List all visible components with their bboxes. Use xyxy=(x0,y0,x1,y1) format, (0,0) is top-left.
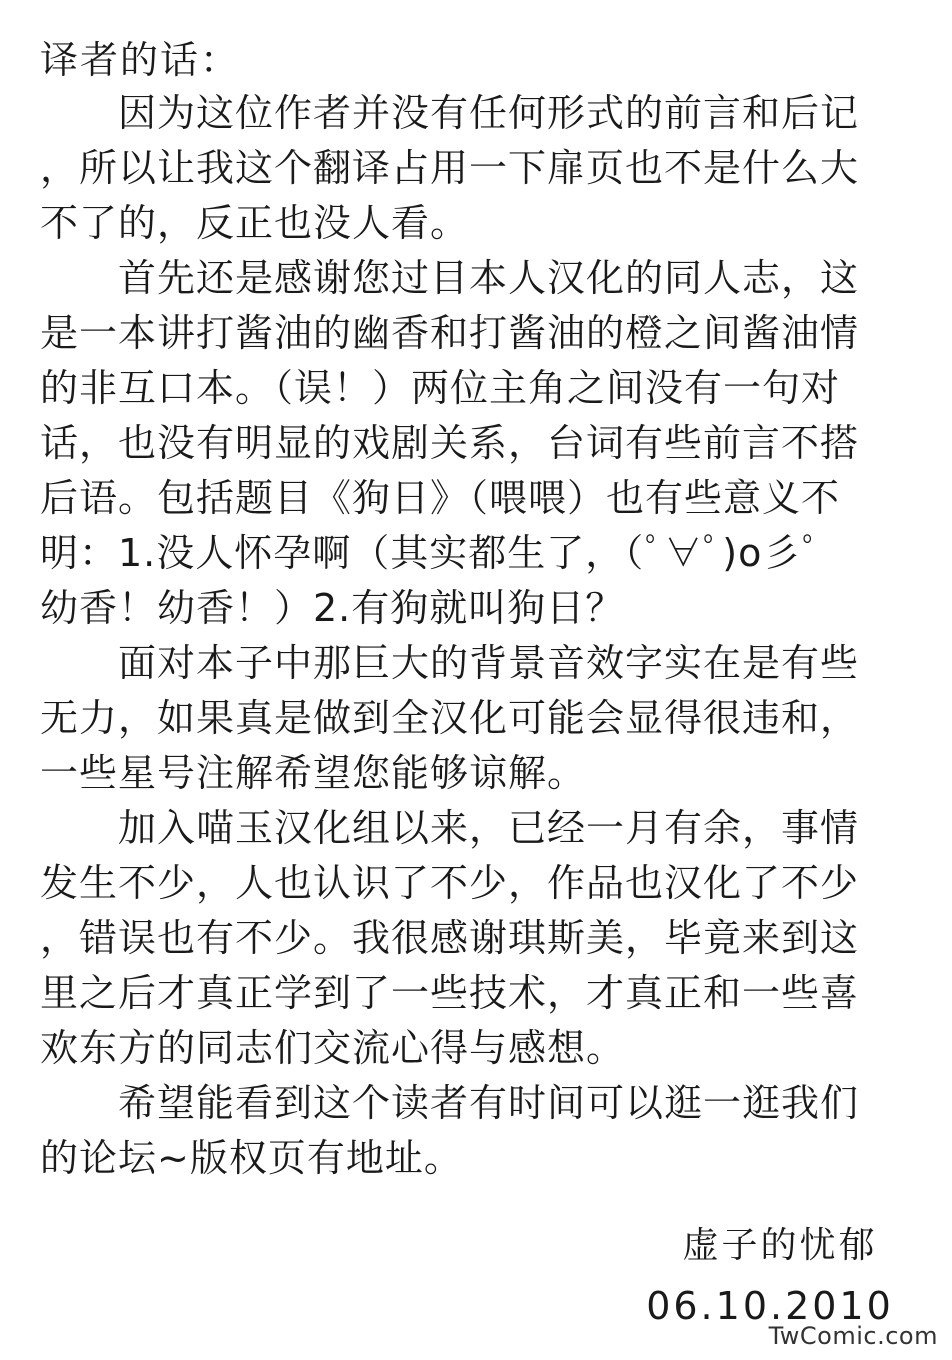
note-title: 译者的话： xyxy=(40,38,241,82)
note-line: 发生不少，人也认识了不少，作品也汉化了不少 xyxy=(40,861,860,905)
note-line: 面对本子中那巨大的背景音效字实在是有些 xyxy=(40,641,860,685)
note-line: 因为这位作者并没有任何形式的前言和后记 xyxy=(40,91,860,135)
translator-name: 虚子的忧郁 xyxy=(682,1225,878,1266)
note-line: 里之后才真正学到了一些技术，才真正和一些喜 xyxy=(40,971,860,1015)
note-line: 希望能看到这个读者有时间可以逛一逛我们 xyxy=(40,1081,860,1125)
note-line: 后语。包括题目《狗日》（喂喂）也有些意义不 xyxy=(40,476,841,520)
note-body xyxy=(40,86,920,1186)
note-line: 是一本讲打酱油的幽香和打酱油的橙之间酱油情 xyxy=(40,311,860,355)
site-watermark: TwComic.com xyxy=(768,1322,938,1350)
note-line: 明：1.没人怀孕啊（其实都生了，（ﾟ∀ﾟ)o彡ﾟ xyxy=(40,531,822,575)
signature-date: 06.10.2010 xyxy=(646,1284,894,1328)
note-line: 的非互口本。（误！）两位主角之间没有一句对 xyxy=(40,366,841,410)
note-line: 欢东方的同志们交流心得与感想。 xyxy=(40,1026,626,1070)
note-line: ，错误也有不少。我很感谢琪斯美，毕竟来到这 xyxy=(40,916,860,960)
note-line: 的论坛~版权页有地址。 xyxy=(40,1136,463,1180)
note-line: 一些星号注解希望您能够谅解。 xyxy=(40,751,587,795)
note-line: 无力，如果真是做到全汉化可能会显得很违和， xyxy=(40,696,860,740)
note-line: 幼香！幼香！）2.有狗就叫狗日？ xyxy=(40,586,625,630)
note-line: 话，也没有明显的戏剧关系，台词有些前言不搭 xyxy=(40,421,860,465)
note-line: ，所以让我这个翻译占用一下扉页也不是什么大 xyxy=(40,146,860,190)
signature-block xyxy=(630,1222,910,1330)
note-line: 首先还是感谢您过目本人汉化的同人志，这 xyxy=(40,256,860,300)
note-line: 不了的，反正也没人看。 xyxy=(40,201,470,245)
note-line: 加入喵玉汉化组以来，已经一月有余，事情 xyxy=(40,806,860,850)
